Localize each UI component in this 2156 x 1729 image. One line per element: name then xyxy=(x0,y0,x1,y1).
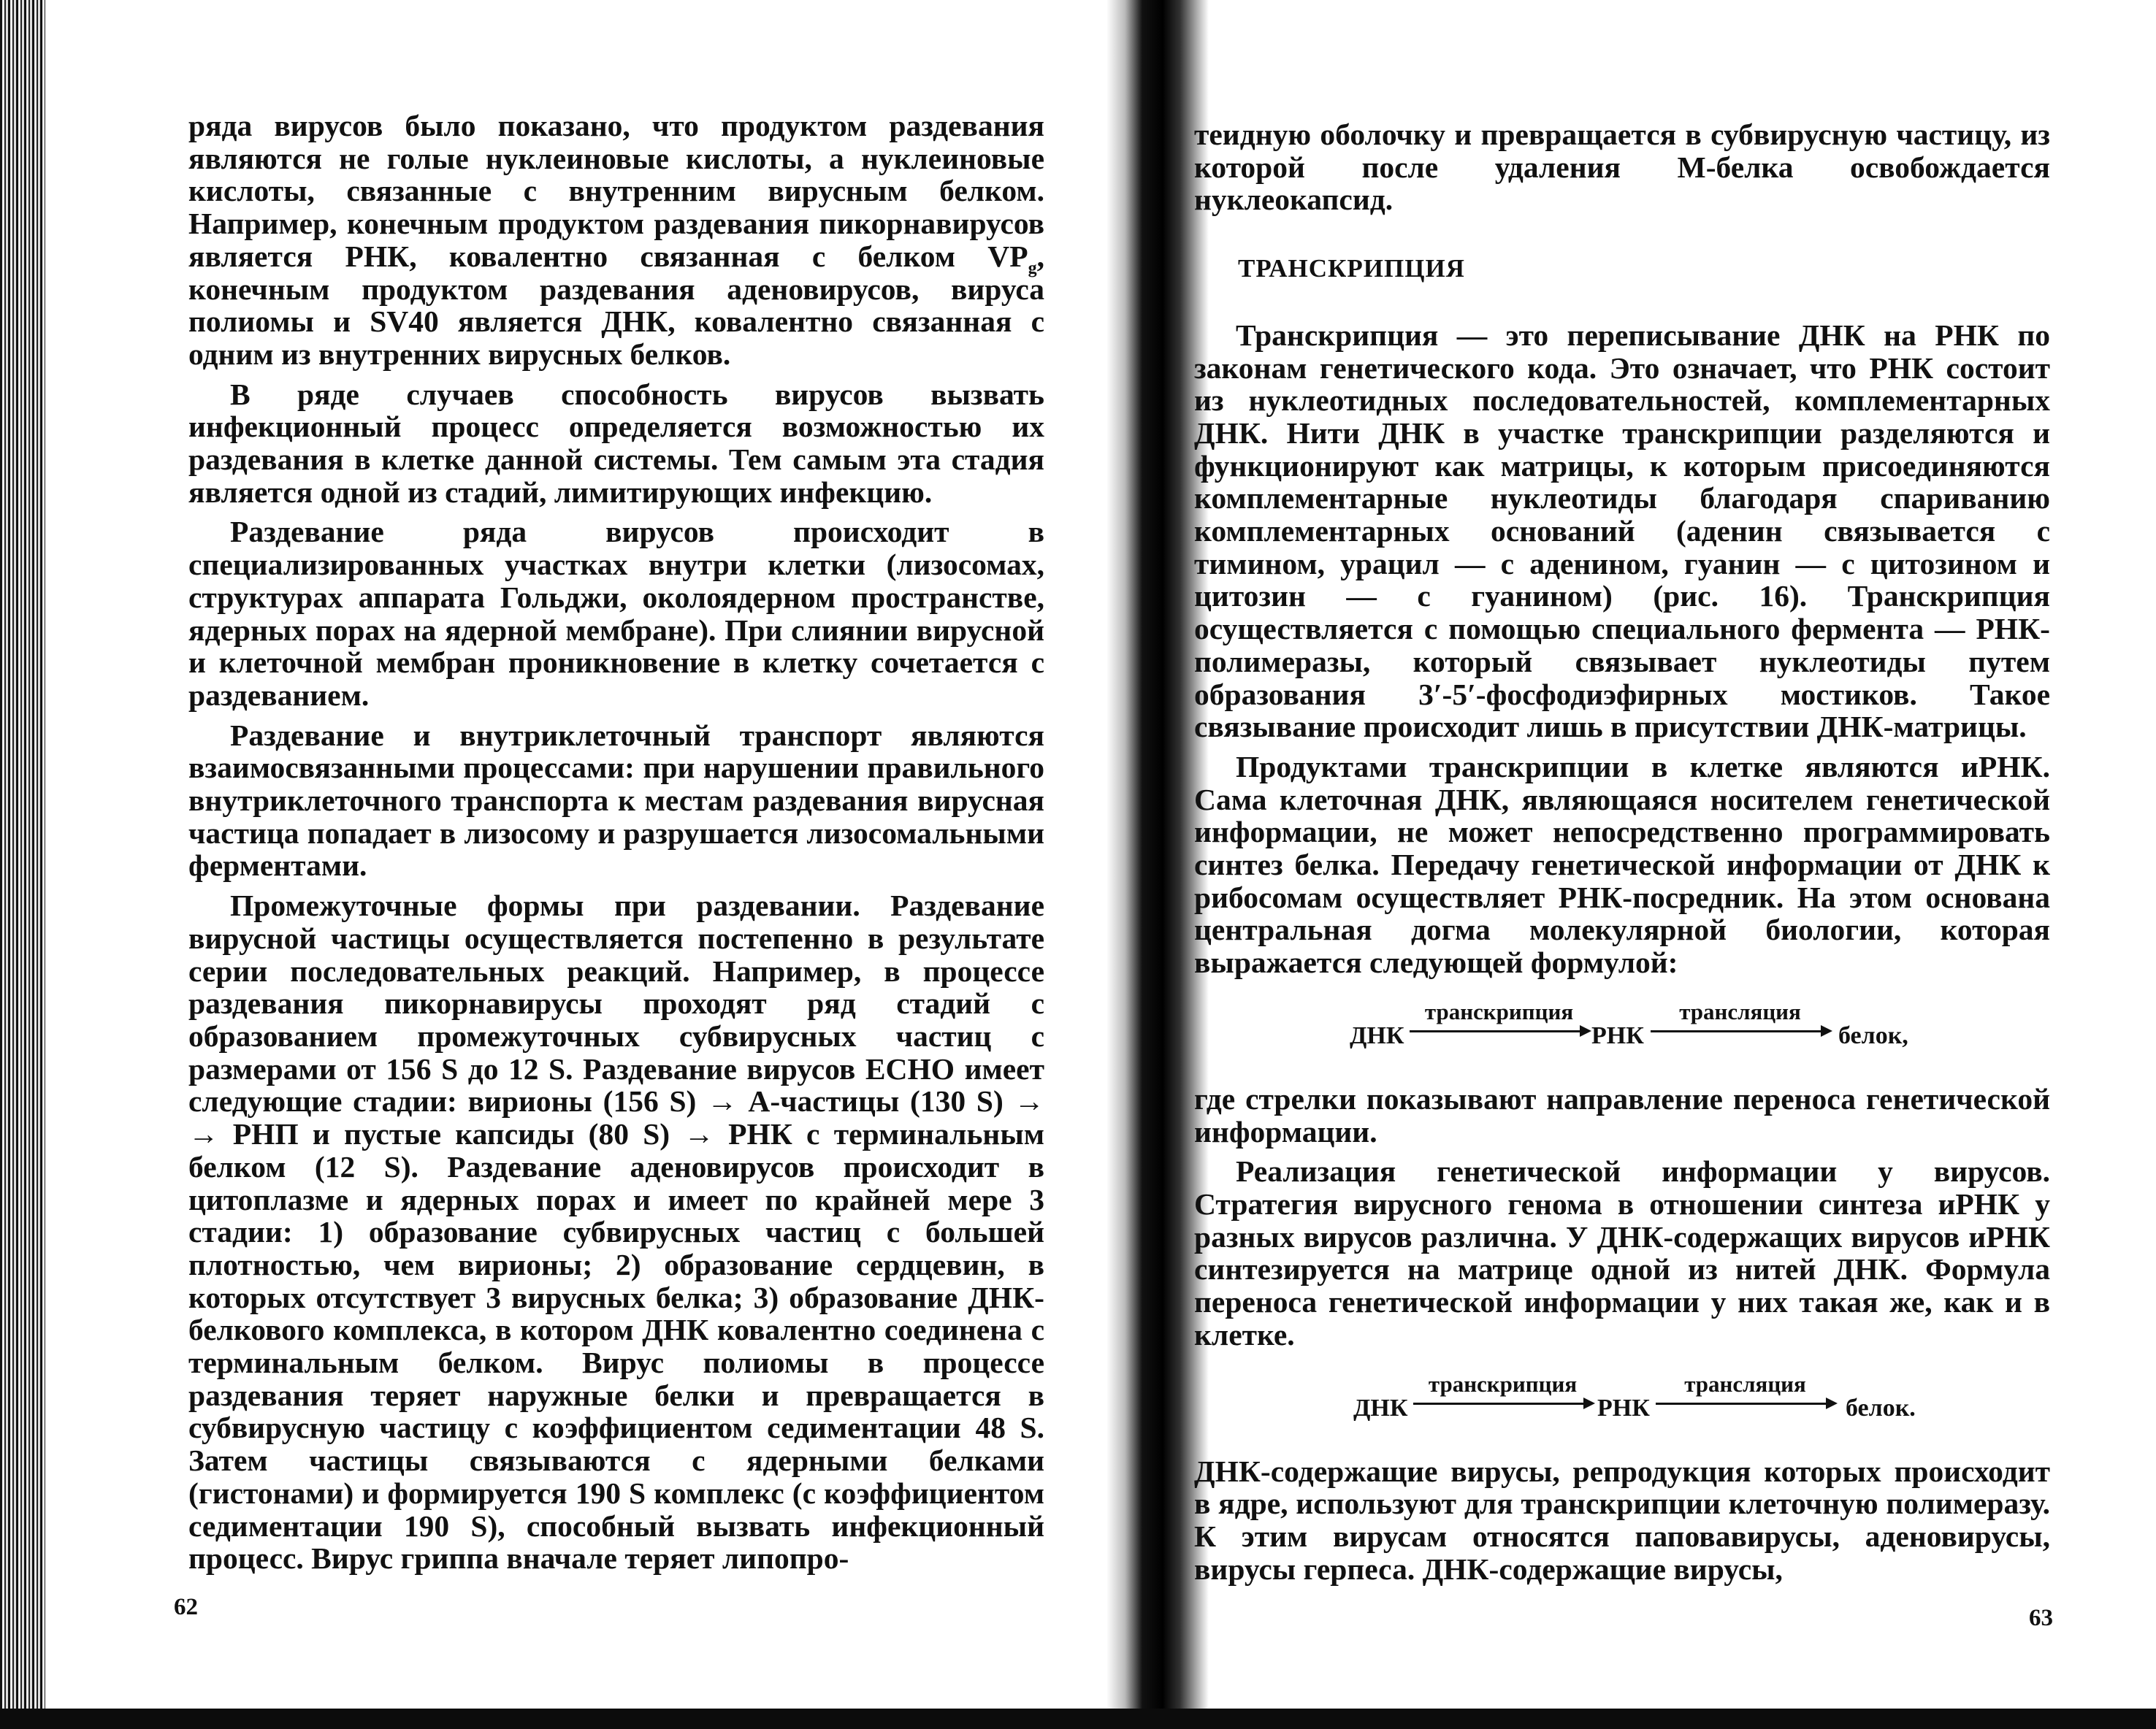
right-intro: теидную оболочку и превращается в субвирусную частицу, из которой после удаления М-белка освобождается нуклеокапсид. xyxy=(1194,118,2050,217)
arrow-translation: трансляция xyxy=(1651,1000,1830,1032)
left-paragraph-4: Раздевание и внутриклеточный транспорт являются взаимосвязанными процессами: при нарушении правильного внутриклеточного транспорта к местам раздевания вирусная частица попадает в лизосому и разрушается лизосомальными ферментами. xyxy=(188,718,1044,883)
formula-1 xyxy=(1194,995,2050,1065)
formula-protein: белок, xyxy=(1838,1021,1908,1049)
formula-rna: РНК xyxy=(1591,1021,1644,1049)
left-paragraph-3: Раздевание ряда вирусов происходит в специализированных участках внутри клетки (лизосомах, структурах аппарата Гольджи, околоядерном пространстве, ядерных порах на ядерной мембране). При слиянии вирусной и клеточной мембран проникновение в клетку сочетается с раздеванием. xyxy=(188,515,1044,712)
page-number-left: 62 xyxy=(174,1594,198,1620)
scan-edge-bottom xyxy=(0,1709,2156,1729)
formula-dna: ДНК xyxy=(1353,1394,1408,1422)
arrow-transcription: транскрипция xyxy=(1410,1000,1589,1032)
section-lead: Реализация генетической информации у вирусов. xyxy=(1236,1154,2050,1189)
right-paragraph-5: ДНК-содержащие вирусы, репродукция которых происходит в ядре, используют для транскрипции клеточную полимеразу. К этим вирусам относятся паповавирусы, аденовирусы, вирусы герпеса. ДНК-содержащие вирусы, xyxy=(1194,1454,2050,1586)
right-paragraph-1: Транскрипция — это переписывание ДНК на РНК по законам генетического кода. Это означает, что РНК состоит из нуклеотидных последовательностей, комплементарных ДНК. Нити ДНК в участке транскрипции разделяются и функционируют как матрицы, к которым присоединяются комплементарные нуклеотиды благодаря спариванию комплементарных оснований (аденин связывается с тимином, урацил — с аденином, гуанин — с цитозином и цитозин — с гуанином) (рис. 16). Транскрипция осуществляется с помощью специального фермента — РНК-полимеразы, который связывает нуклеотиды путем образования 3′-5′-фосфодиэфирных мостиков. Такое связывание происходит лишь в присутствии ДНК-матрицы. xyxy=(1194,318,2050,744)
arrow-line xyxy=(1410,1030,1589,1032)
book-gutter xyxy=(1106,0,1209,1729)
formula-dna: ДНК xyxy=(1350,1021,1404,1049)
section-lead: Промежуточные формы при раздевании. xyxy=(230,889,860,923)
left-paragraph-5: Промежуточные формы при раздевании. Раздевание вирусной частицы осуществляется постепенно в результате серии последовательных реакций. Например, в процессе раздевания пикорнавирусы проходят ряд стадий с образованием промежуточных субвирусных частиц с размерами от 156 S до 12 S. Раздевание вирусов ECHO имеет следующие стадии: вирионы (156 S) → А-частицы (130 S) → → РНП и пустые капсиды (80 S) → РНК с терминальным белком (12 S). Раздевание аденовирусов происходит в цитоплазме и ядерных порах и имеет по крайней мере 3 стадии: 1) образование субвирусных частиц с большей плотностью, чем вирионы; 2) образование сердцевин, в которых отсутствует 3 вирусных белка; 3) образование ДНК-белкового комплекса, в котором ДНК ковалентно соединена с терминальным белком. Вирус полиомы в процессе раздевания теряет наружные белки и превращается в субвирусную частицу с коэффициентом седиментации 48 S. Затем частицы связываются с ядерными белками (гистонами) и формируется 190 S комплекс (с коэффициентом седиментации 190 S), способный вызвать инфекционный процесс. Вирус гриппа вначале теряет липопро- xyxy=(188,889,1044,1576)
left-paragraph-2: В ряде случаев способность вирусов вызвать инфекционный процесс определяется возможностью их раздевания в клетке данной системы. Тем самым эта стадия является одной из стадий, лимитирующих инфекцию. xyxy=(188,377,1044,509)
formula-2 xyxy=(1194,1368,2050,1438)
arrow-transcription: транскрипция xyxy=(1413,1372,1592,1405)
scan-edge-left xyxy=(0,0,45,1729)
right-paragraph-4: Реализация генетической информации у вирусов. Стратегия вирусного генома в отношении синтеза иРНК у разных вирусов различна. У ДНК-содержащих вирусов иРНК синтезируется на матрице одной из нитей ДНК. Формула переноса генетической информации у них такая же, как и в клетке. xyxy=(1194,1154,2050,1352)
right-paragraph-2: Продуктами транскрипции в клетке являются иРНК. Сама клеточная ДНК, являющаяся носителем генетической информации, не может непосредственно программировать синтез белка. Передачу генетической информации от ДНК к рибосомам осуществляет РНК-посредник. На этом основана центральная догма молекулярной биологии, которая выражается следующей формулой: xyxy=(1194,749,2050,980)
arrow-line xyxy=(1651,1030,1830,1032)
arrow-translation: трансляция xyxy=(1656,1372,1835,1405)
page-number-right: 63 xyxy=(2029,1605,2053,1631)
arrow-line xyxy=(1413,1403,1592,1405)
left-paragraph-1: ряда вирусов было показано, что продуктом раздевания являются не голые нуклеиновые кислоты, а нуклеиновые кислоты, связанные с внутренним вирусным белком. Например, конечным продуктом раздевания пикорнавирусов является РНК, ковалентно связанная с белком $VP_g$, конечным продуктом раздевания аденовирусов, вируса полиомы и SV40 является ДНК, ковалентно связанная с одним из внутренних вирусных белков. xyxy=(188,109,1044,371)
left-page xyxy=(188,110,1044,1575)
formula-protein: белок. xyxy=(1846,1394,1916,1422)
right-paragraph-3: где стрелки показывают направление переноса генетической информации. xyxy=(1194,1081,2050,1149)
formula-rna: РНК xyxy=(1597,1394,1650,1422)
arrow-line xyxy=(1656,1403,1835,1405)
right-page xyxy=(1194,118,2050,1585)
section-heading: ТРАНСКРИПЦИЯ xyxy=(1238,254,1465,283)
